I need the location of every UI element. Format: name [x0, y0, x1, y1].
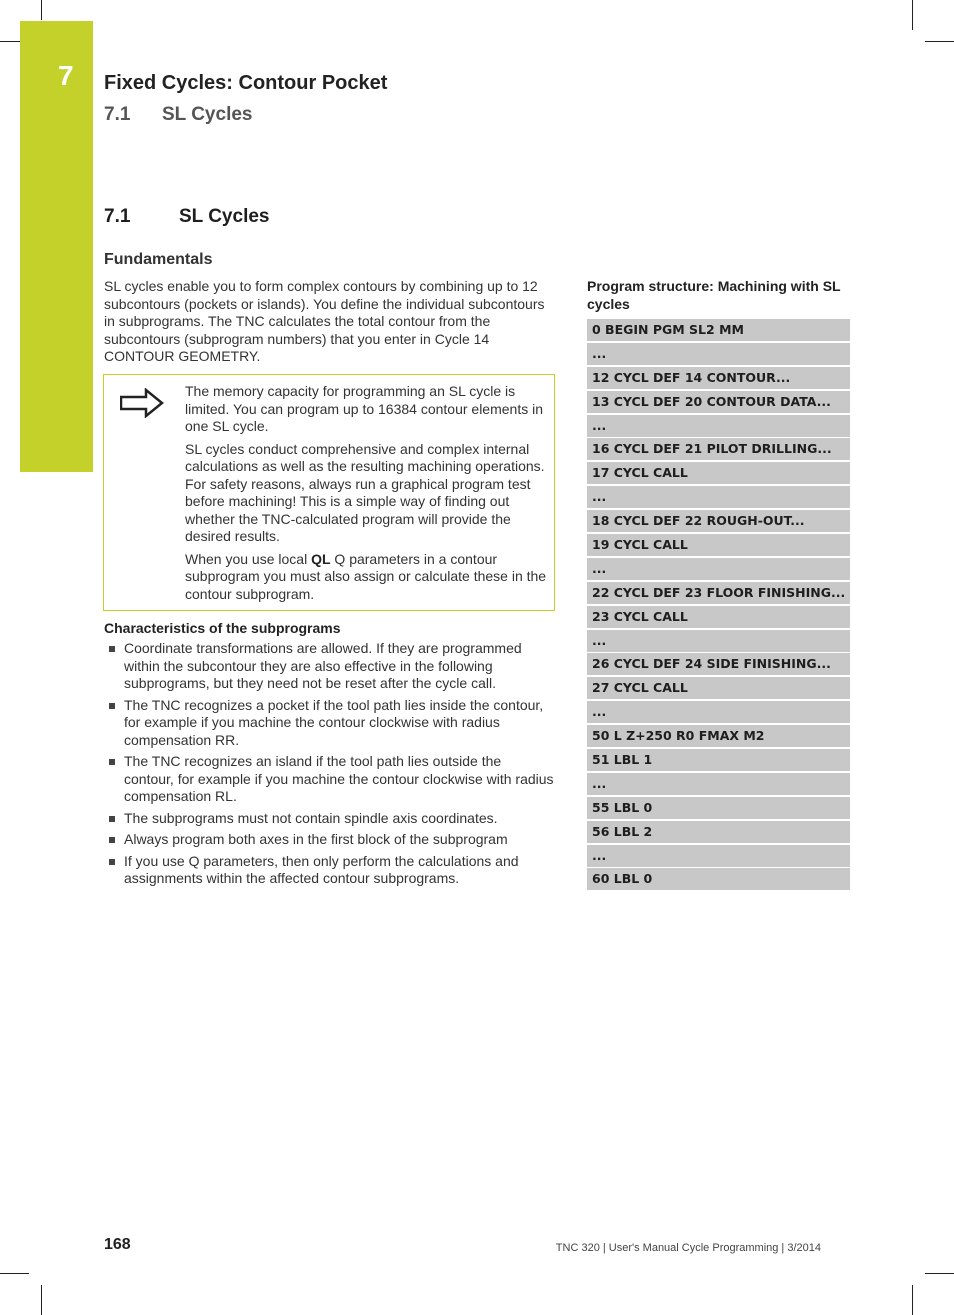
list-item: [104, 697, 554, 750]
program-row: 26 CYCL DEF 24 SIDE FINISHING...: [587, 653, 850, 675]
program-row: 56 LBL 2: [587, 821, 850, 843]
intro-paragraph: SL cycles enable you to form complex contours by combining up to 12 subcontours (pockets or islands). You define the individual subcontours in subprograms. The TNC calculates the total contour from the subcontours (subprogram numbers) that you enter in Cycle 14 CONTOUR GEOMETRY.: [104, 278, 545, 364]
list-item: [104, 753, 554, 806]
note-paragraph: SL cycles conduct comprehensive and complex internal calculations as well as the resulting machining operations. For safety reasons, always run a graphical program test before machining! This is a simple way of finding out whether the TNC-calculated program will provide the desired results.: [185, 440, 545, 544]
list-item-text: Coordinate transformations are allowed. If they are programmed within the subcontour they are also effective in the following subprograms, but they need not be reset after the cycle call.: [124, 640, 522, 691]
fundamentals-heading: Fundamentals: [104, 251, 213, 268]
program-row: 12 CYCL DEF 14 CONTOUR...: [587, 367, 850, 389]
program-row: ...: [587, 343, 850, 365]
list-item-text: The TNC recognizes a pocket if the tool path lies inside the contour, for example if you machine the contour clockwise with radius compensation RR.: [124, 696, 544, 748]
arrow-right-icon: [120, 388, 164, 418]
program-row: ...: [587, 845, 850, 867]
section-title: SL Cycles: [179, 206, 270, 227]
note-paragraph: [185, 551, 547, 604]
bullet-square-icon: [109, 859, 115, 865]
crop-mark: [0, 41, 20, 42]
note-paragraph: The memory capacity for programming an SL cycle is limited. You can program up to 16384 contour elements in one SL cycle.: [185, 383, 544, 434]
note-text: [185, 383, 547, 608]
note-text-part: When you use local: [185, 550, 312, 567]
list-item: [104, 831, 554, 849]
program-row: 55 LBL 0: [587, 797, 850, 819]
characteristics-list: [104, 640, 554, 892]
list-item: [104, 810, 554, 828]
bullet-square-icon: [109, 816, 115, 822]
program-row: 0 BEGIN PGM SL2 MM: [587, 319, 850, 341]
list-item-text: The subprograms must not contain spindle axis coordinates.: [124, 809, 498, 826]
program-row: ...: [587, 486, 850, 508]
page-number: 168: [104, 1236, 131, 1253]
program-structure-heading: Program structure: Machining with SL cycles: [587, 278, 841, 312]
section-number: 7.1: [104, 206, 131, 227]
program-row: 23 CYCL CALL: [587, 606, 850, 628]
program-row: 18 CYCL DEF 22 ROUGH-OUT...: [587, 510, 850, 532]
program-row: ...: [587, 701, 850, 723]
program-row: 17 CYCL CALL: [587, 462, 850, 484]
crop-mark: [41, 0, 42, 20]
crop-mark: [41, 1285, 42, 1315]
list-item-text: The TNC recognizes an island if the tool path lies outside the contour, for example if you machine the contour clockwise with radius compensation RL.: [124, 753, 554, 804]
program-row: 19 CYCL CALL: [587, 534, 850, 556]
program-row: 22 CYCL DEF 23 FLOOR FINISHING...: [587, 582, 850, 604]
program-row: ...: [587, 773, 850, 795]
crop-mark: [912, 1285, 913, 1315]
program-row: 13 CYCL DEF 20 CONTOUR DATA...: [587, 391, 850, 413]
footer-text: TNC 320 | User's Manual Cycle Programming | 3/2014: [555, 1242, 821, 1254]
crop-mark: [912, 0, 913, 30]
bullet-square-icon: [109, 837, 115, 843]
chapter-title: Fixed Cycles: Contour Pocket: [104, 72, 388, 94]
program-row: ...: [587, 415, 850, 437]
chapter-number: 7: [58, 60, 74, 91]
program-row: 51 LBL 1: [587, 749, 850, 771]
ql-keyword: QL: [311, 550, 331, 567]
crop-mark: [0, 1273, 29, 1274]
running-section-number: 7.1: [104, 104, 131, 125]
running-section-title: SL Cycles: [162, 104, 253, 125]
chapter-tab: [20, 21, 93, 472]
list-item: [104, 640, 554, 693]
list-item: [104, 853, 554, 888]
list-item-text: Always program both axes in the first block of the subprogram: [124, 831, 508, 847]
program-row: 16 CYCL DEF 21 PILOT DRILLING...: [587, 438, 850, 460]
program-row: 50 L Z+250 R0 FMAX M2: [587, 725, 850, 747]
characteristics-heading: Characteristics of the subprograms: [104, 620, 341, 636]
section-heading: [104, 206, 269, 228]
program-row: 27 CYCL CALL: [587, 677, 850, 699]
bullet-square-icon: [109, 703, 115, 709]
running-section-header: [104, 104, 252, 126]
list-item-text: If you use Q parameters, then only perform the calculations and assignments within the affected contour subprograms.: [124, 852, 519, 886]
bullet-square-icon: [109, 759, 115, 765]
crop-mark: [925, 1273, 954, 1274]
program-structure-table: [587, 319, 850, 892]
program-row: ...: [587, 630, 850, 652]
crop-mark: [925, 41, 954, 42]
program-row: ...: [587, 558, 850, 580]
note-box: [103, 374, 555, 611]
note-text-part: Q parameters in a contour subprogram you must also assign or calculate these in the contour subprogram.: [185, 550, 547, 602]
bullet-square-icon: [109, 646, 115, 652]
program-row: 60 LBL 0: [587, 868, 850, 890]
